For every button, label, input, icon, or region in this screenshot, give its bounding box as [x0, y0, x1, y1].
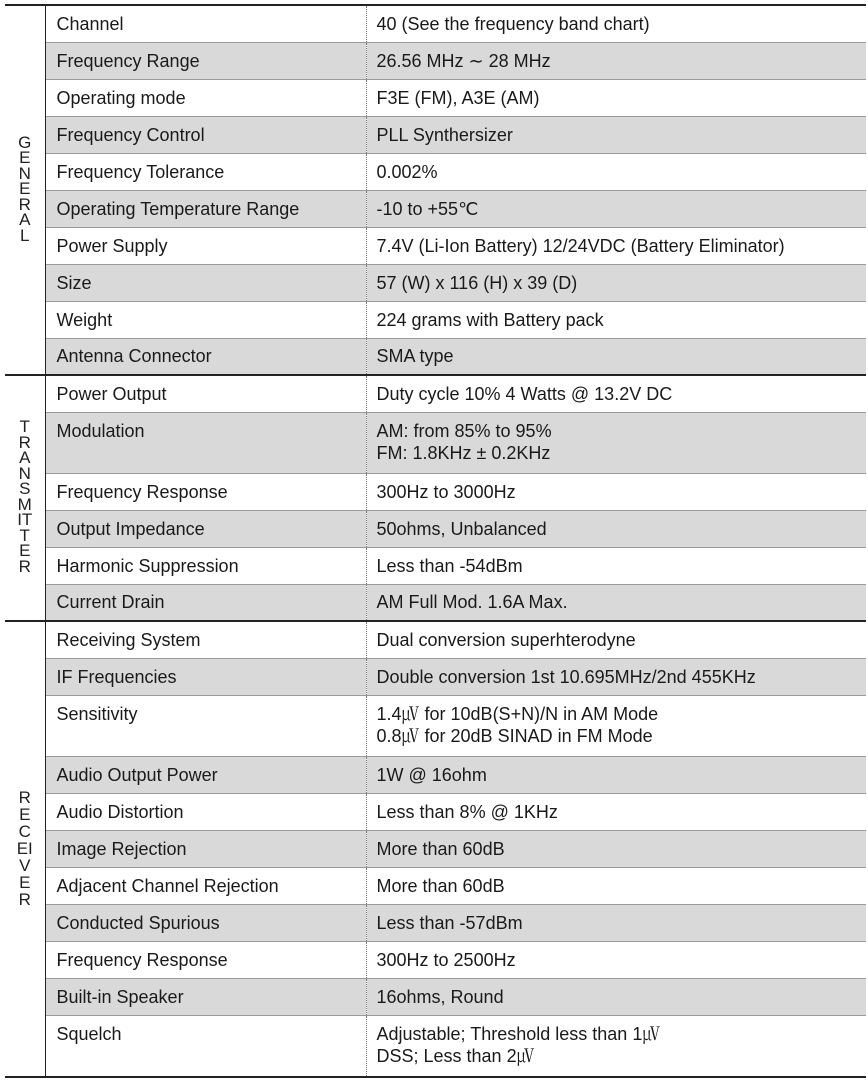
spec-row-frequency-range	[5, 42, 866, 79]
param-label: Adjacent Channel Rejection	[45, 867, 366, 904]
spec-row-operating-temperature	[5, 190, 866, 227]
param-value: 224 grams with Battery pack	[366, 301, 866, 338]
param-value: Dual conversion superhterodyne	[366, 621, 866, 658]
param-value: 57 (W) x 116 (H) x 39 (D)	[366, 264, 866, 301]
spec-row-adjacent-channel-rejection	[5, 867, 866, 904]
param-label: Sensitivity	[45, 695, 366, 756]
param-label: Output Impedance	[45, 510, 366, 547]
param-label: Harmonic Suppression	[45, 547, 366, 584]
spec-row-built-in-speaker	[5, 978, 866, 1015]
spec-row-if-frequencies	[5, 658, 866, 695]
param-label: Size	[45, 264, 366, 301]
param-label: IF Frequencies	[45, 658, 366, 695]
spec-row-conducted-spurious	[5, 904, 866, 941]
param-value: F3E (FM), A3E (AM)	[366, 79, 866, 116]
spec-row-weight	[5, 301, 866, 338]
param-value: PLL Synthersizer	[366, 116, 866, 153]
spec-row-frequency-control	[5, 116, 866, 153]
section-label-general: GENERAL	[5, 5, 45, 375]
param-value: Less than 8% @ 1KHz	[366, 793, 866, 830]
param-value: More than 60dB	[366, 867, 866, 904]
param-value	[366, 1015, 866, 1077]
param-label: Frequency Range	[45, 42, 366, 79]
section-label-transmitter: TRANSMITTER	[5, 375, 45, 621]
param-label: Power Output	[45, 375, 366, 412]
param-value	[366, 695, 866, 756]
spec-row-size	[5, 264, 866, 301]
spec-row-antenna-connector	[5, 338, 866, 375]
spec-row-audio-distortion	[5, 793, 866, 830]
param-label: Operating mode	[45, 79, 366, 116]
param-value: 300Hz to 2500Hz	[366, 941, 866, 978]
param-value: SMA type	[366, 338, 866, 375]
param-value: -10 to +55℃	[366, 190, 866, 227]
spec-row-channel	[5, 5, 866, 42]
spec-row-sensitivity	[5, 695, 866, 756]
param-label: Frequency Response	[45, 941, 366, 978]
param-label: Image Rejection	[45, 830, 366, 867]
param-label: Power Supply	[45, 227, 366, 264]
param-label: Weight	[45, 301, 366, 338]
spec-row-current-drain	[5, 584, 866, 621]
value-line-2: FM: 1.8KHz ± 0.2KHz	[376, 442, 551, 463]
param-value: 50ohms, Unbalanced	[366, 510, 866, 547]
param-label: Current Drain	[45, 584, 366, 621]
spec-row-harmonic-suppression	[5, 547, 866, 584]
param-label: Frequency Tolerance	[45, 153, 366, 190]
param-value: AM Full Mod. 1.6A Max.	[366, 584, 866, 621]
param-value: 0.002%	[366, 153, 866, 190]
param-label: Built-in Speaker	[45, 978, 366, 1015]
param-label: Receiving System	[45, 621, 366, 658]
param-value: 26.56 MHz ∼ 28 MHz	[366, 42, 866, 79]
spec-row-image-rejection	[5, 830, 866, 867]
param-label: Frequency Response	[45, 473, 366, 510]
spec-row-power-supply	[5, 227, 866, 264]
param-value: Double conversion 1st 10.695MHz/2nd 455KHz	[366, 658, 866, 695]
spec-row-modulation	[5, 412, 866, 473]
spec-row-tx-frequency-response	[5, 473, 866, 510]
param-value: 40 (See the frequency band chart)	[366, 5, 866, 42]
param-label: Antenna Connector	[45, 338, 366, 375]
spec-row-frequency-tolerance	[5, 153, 866, 190]
spec-row-power-output	[5, 375, 866, 412]
param-value: 300Hz to 3000Hz	[366, 473, 866, 510]
spec-row-rx-frequency-response	[5, 941, 866, 978]
spec-row-operating-mode	[5, 79, 866, 116]
param-label: Frequency Control	[45, 116, 366, 153]
value-line-1: AM: from 85% to 95%	[376, 420, 552, 441]
param-value: 1W @ 16ohm	[366, 756, 866, 793]
param-value: 7.4V (Li-Ion Battery) 12/24VDC (Battery Eliminator)	[366, 227, 866, 264]
param-label: Audio Output Power	[45, 756, 366, 793]
spec-row-audio-output-power	[5, 756, 866, 793]
param-label: Operating Temperature Range	[45, 190, 366, 227]
spec-row-squelch	[5, 1015, 866, 1077]
param-value	[366, 412, 866, 473]
param-label: Channel	[45, 5, 366, 42]
value-line-2: 0.8㎶ for 20dB SINAD in FM Mode	[376, 725, 653, 746]
param-label: Conducted Spurious	[45, 904, 366, 941]
param-value: Less than -57dBm	[366, 904, 866, 941]
param-value: More than 60dB	[366, 830, 866, 867]
param-value: Duty cycle 10% 4 Watts @ 13.2V DC	[366, 375, 866, 412]
param-value: Less than -54dBm	[366, 547, 866, 584]
spec-row-output-impedance	[5, 510, 866, 547]
param-label: Audio Distortion	[45, 793, 366, 830]
param-label: Modulation	[45, 412, 366, 473]
value-line-1: Adjustable; Threshold less than 1㎶	[376, 1023, 661, 1044]
spec-row-receiving-system	[5, 621, 866, 658]
specifications-table	[5, 4, 866, 1078]
section-label-receiver: RECEIVER	[5, 621, 45, 1077]
value-line-1: 1.4㎶ for 10dB(S+N)/N in AM Mode	[376, 703, 659, 724]
param-value: 16ohms, Round	[366, 978, 866, 1015]
param-label: Squelch	[45, 1015, 366, 1077]
value-line-2: DSS; Less than 2㎶	[376, 1045, 535, 1066]
